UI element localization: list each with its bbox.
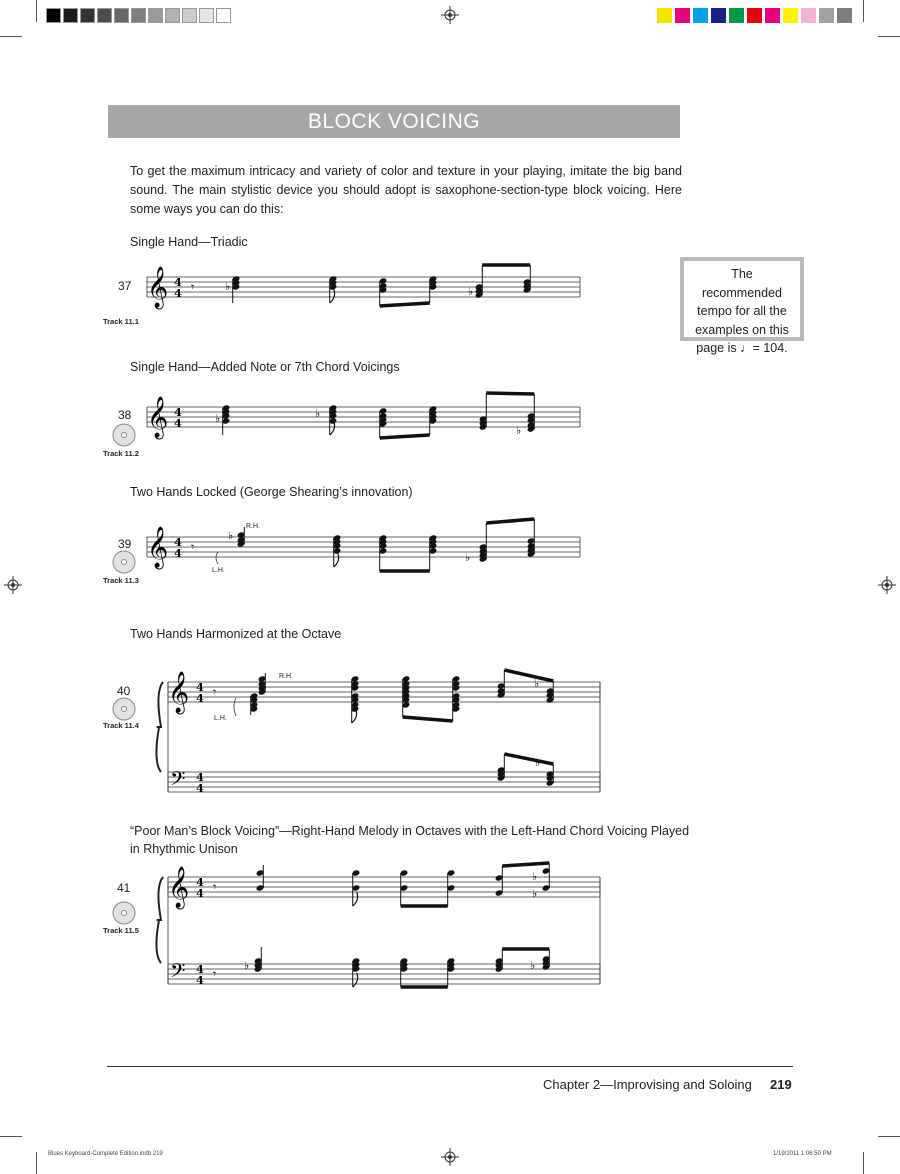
flat-sign: ♭ xyxy=(225,280,231,293)
beam xyxy=(486,393,534,394)
lh-annotation: L.H. xyxy=(212,567,225,574)
track-label: Track 11.1 xyxy=(103,317,139,326)
note-flag xyxy=(353,973,358,987)
beam xyxy=(486,519,534,523)
treble-clef: 𝄞 xyxy=(147,267,169,308)
eighth-rest: 𝄾 xyxy=(213,880,217,894)
treble-clef: 𝄞 xyxy=(168,867,190,908)
example-number: 41 xyxy=(117,881,131,895)
note-flag xyxy=(330,289,335,303)
time-signature-top: 4 xyxy=(196,681,204,694)
bracket xyxy=(216,552,218,564)
chapter-title: Chapter 2—Improvising and Soloing xyxy=(543,1077,752,1092)
page-title: BLOCK VOICING xyxy=(108,105,680,138)
example-label: Two Hands Harmonized at the Octave xyxy=(130,627,342,641)
rh-annotation: R.H. xyxy=(246,523,260,530)
brace xyxy=(156,877,163,963)
time-signature-bottom: 4 xyxy=(196,974,204,987)
track-label: Track 11.4 xyxy=(103,721,139,730)
bracket xyxy=(234,698,236,716)
track-label: Track 11.5 xyxy=(103,926,139,935)
time-signature-bottom: 4 xyxy=(196,692,204,705)
treble-clef: 𝄞 xyxy=(147,397,169,438)
eighth-rest: 𝄾 xyxy=(213,685,217,699)
example-label: “Poor Man’s Block Voicing”—Right-Hand Melody in Octaves with the Left-Hand Chord Voicing Played in Rhythmic Unison xyxy=(130,824,690,856)
lh-annotation: L.H. xyxy=(214,715,227,722)
track-label: Track 11.2 xyxy=(103,449,139,458)
beam xyxy=(504,670,553,681)
file-slug: Blues Keyboard-Complete Edition.indb 219 xyxy=(48,1151,163,1157)
flat-sign: ♭ xyxy=(465,551,471,564)
beam xyxy=(380,303,430,306)
page-number: 219 xyxy=(770,1077,792,1092)
flat-sign: ♭ xyxy=(532,887,538,900)
beam xyxy=(502,863,549,866)
brace xyxy=(156,682,163,772)
note-flag xyxy=(334,553,339,567)
time-signature-top: 4 xyxy=(174,276,182,289)
time-signature-top: 4 xyxy=(196,771,204,784)
time-signature-top: 4 xyxy=(196,963,204,976)
rh-annotation: R.H. xyxy=(279,673,293,680)
note-flag xyxy=(353,892,358,906)
time-signature-bottom: 4 xyxy=(174,547,182,560)
example-label: Single Hand—Added Note or 7th Chord Voicings xyxy=(130,360,400,374)
eighth-rest: 𝄾 xyxy=(191,540,195,554)
example-number: 39 xyxy=(118,537,132,551)
date-slug: 1/19/2011 1:06:50 PM xyxy=(773,1151,832,1157)
flat-sign: ♭ xyxy=(215,412,221,425)
eighth-rest: 𝄾 xyxy=(213,967,217,981)
flat-sign: ♭ xyxy=(468,285,474,298)
example-number: 38 xyxy=(118,408,132,422)
beam xyxy=(380,435,430,438)
example-label: Two Hands Locked (George Shearing’s innovation) xyxy=(130,485,413,499)
example-label: Single Hand—Triadic xyxy=(130,235,248,249)
footer-rule xyxy=(107,1066,793,1067)
flat-sign: ♭ xyxy=(228,529,234,542)
time-signature-bottom: 4 xyxy=(174,417,182,430)
track-label: Track 11.3 xyxy=(103,576,139,585)
time-signature-top: 4 xyxy=(196,876,204,889)
treble-clef: 𝄞 xyxy=(168,672,190,713)
flat-sign: ♭ xyxy=(532,870,538,883)
example-number: 40 xyxy=(117,684,131,698)
beam xyxy=(504,754,553,764)
flat-sign: ♭ xyxy=(534,677,540,690)
flat-sign: ♭ xyxy=(530,959,536,972)
treble-clef: 𝄞 xyxy=(147,527,169,568)
eighth-rest: 𝄾 xyxy=(191,280,195,294)
flat-sign: ♭ xyxy=(535,756,541,769)
bass-clef: 𝄢 xyxy=(170,767,186,795)
time-signature-bottom: 4 xyxy=(174,287,182,300)
beam xyxy=(403,717,453,721)
flat-sign: ♭ xyxy=(516,424,522,437)
intro-paragraph: To get the maximum intricacy and variety of color and texture in your playing, imitate the big band sound. The main stylistic device you should adopt is saxophone-section-type block voicing. Here some ways you can do this: xyxy=(130,164,682,216)
example-number: 37 xyxy=(118,279,132,293)
flat-sign: ♭ xyxy=(244,959,250,972)
time-signature-top: 4 xyxy=(174,406,182,419)
time-signature-bottom: 4 xyxy=(196,782,204,795)
tempo-note-box: The recommended tempo for all the examples on this page is ♩= 104. xyxy=(680,257,804,341)
flat-sign: ♭ xyxy=(315,407,321,420)
bass-clef: 𝄢 xyxy=(170,959,186,987)
time-signature-top: 4 xyxy=(174,536,182,549)
time-signature-bottom: 4 xyxy=(196,887,204,900)
